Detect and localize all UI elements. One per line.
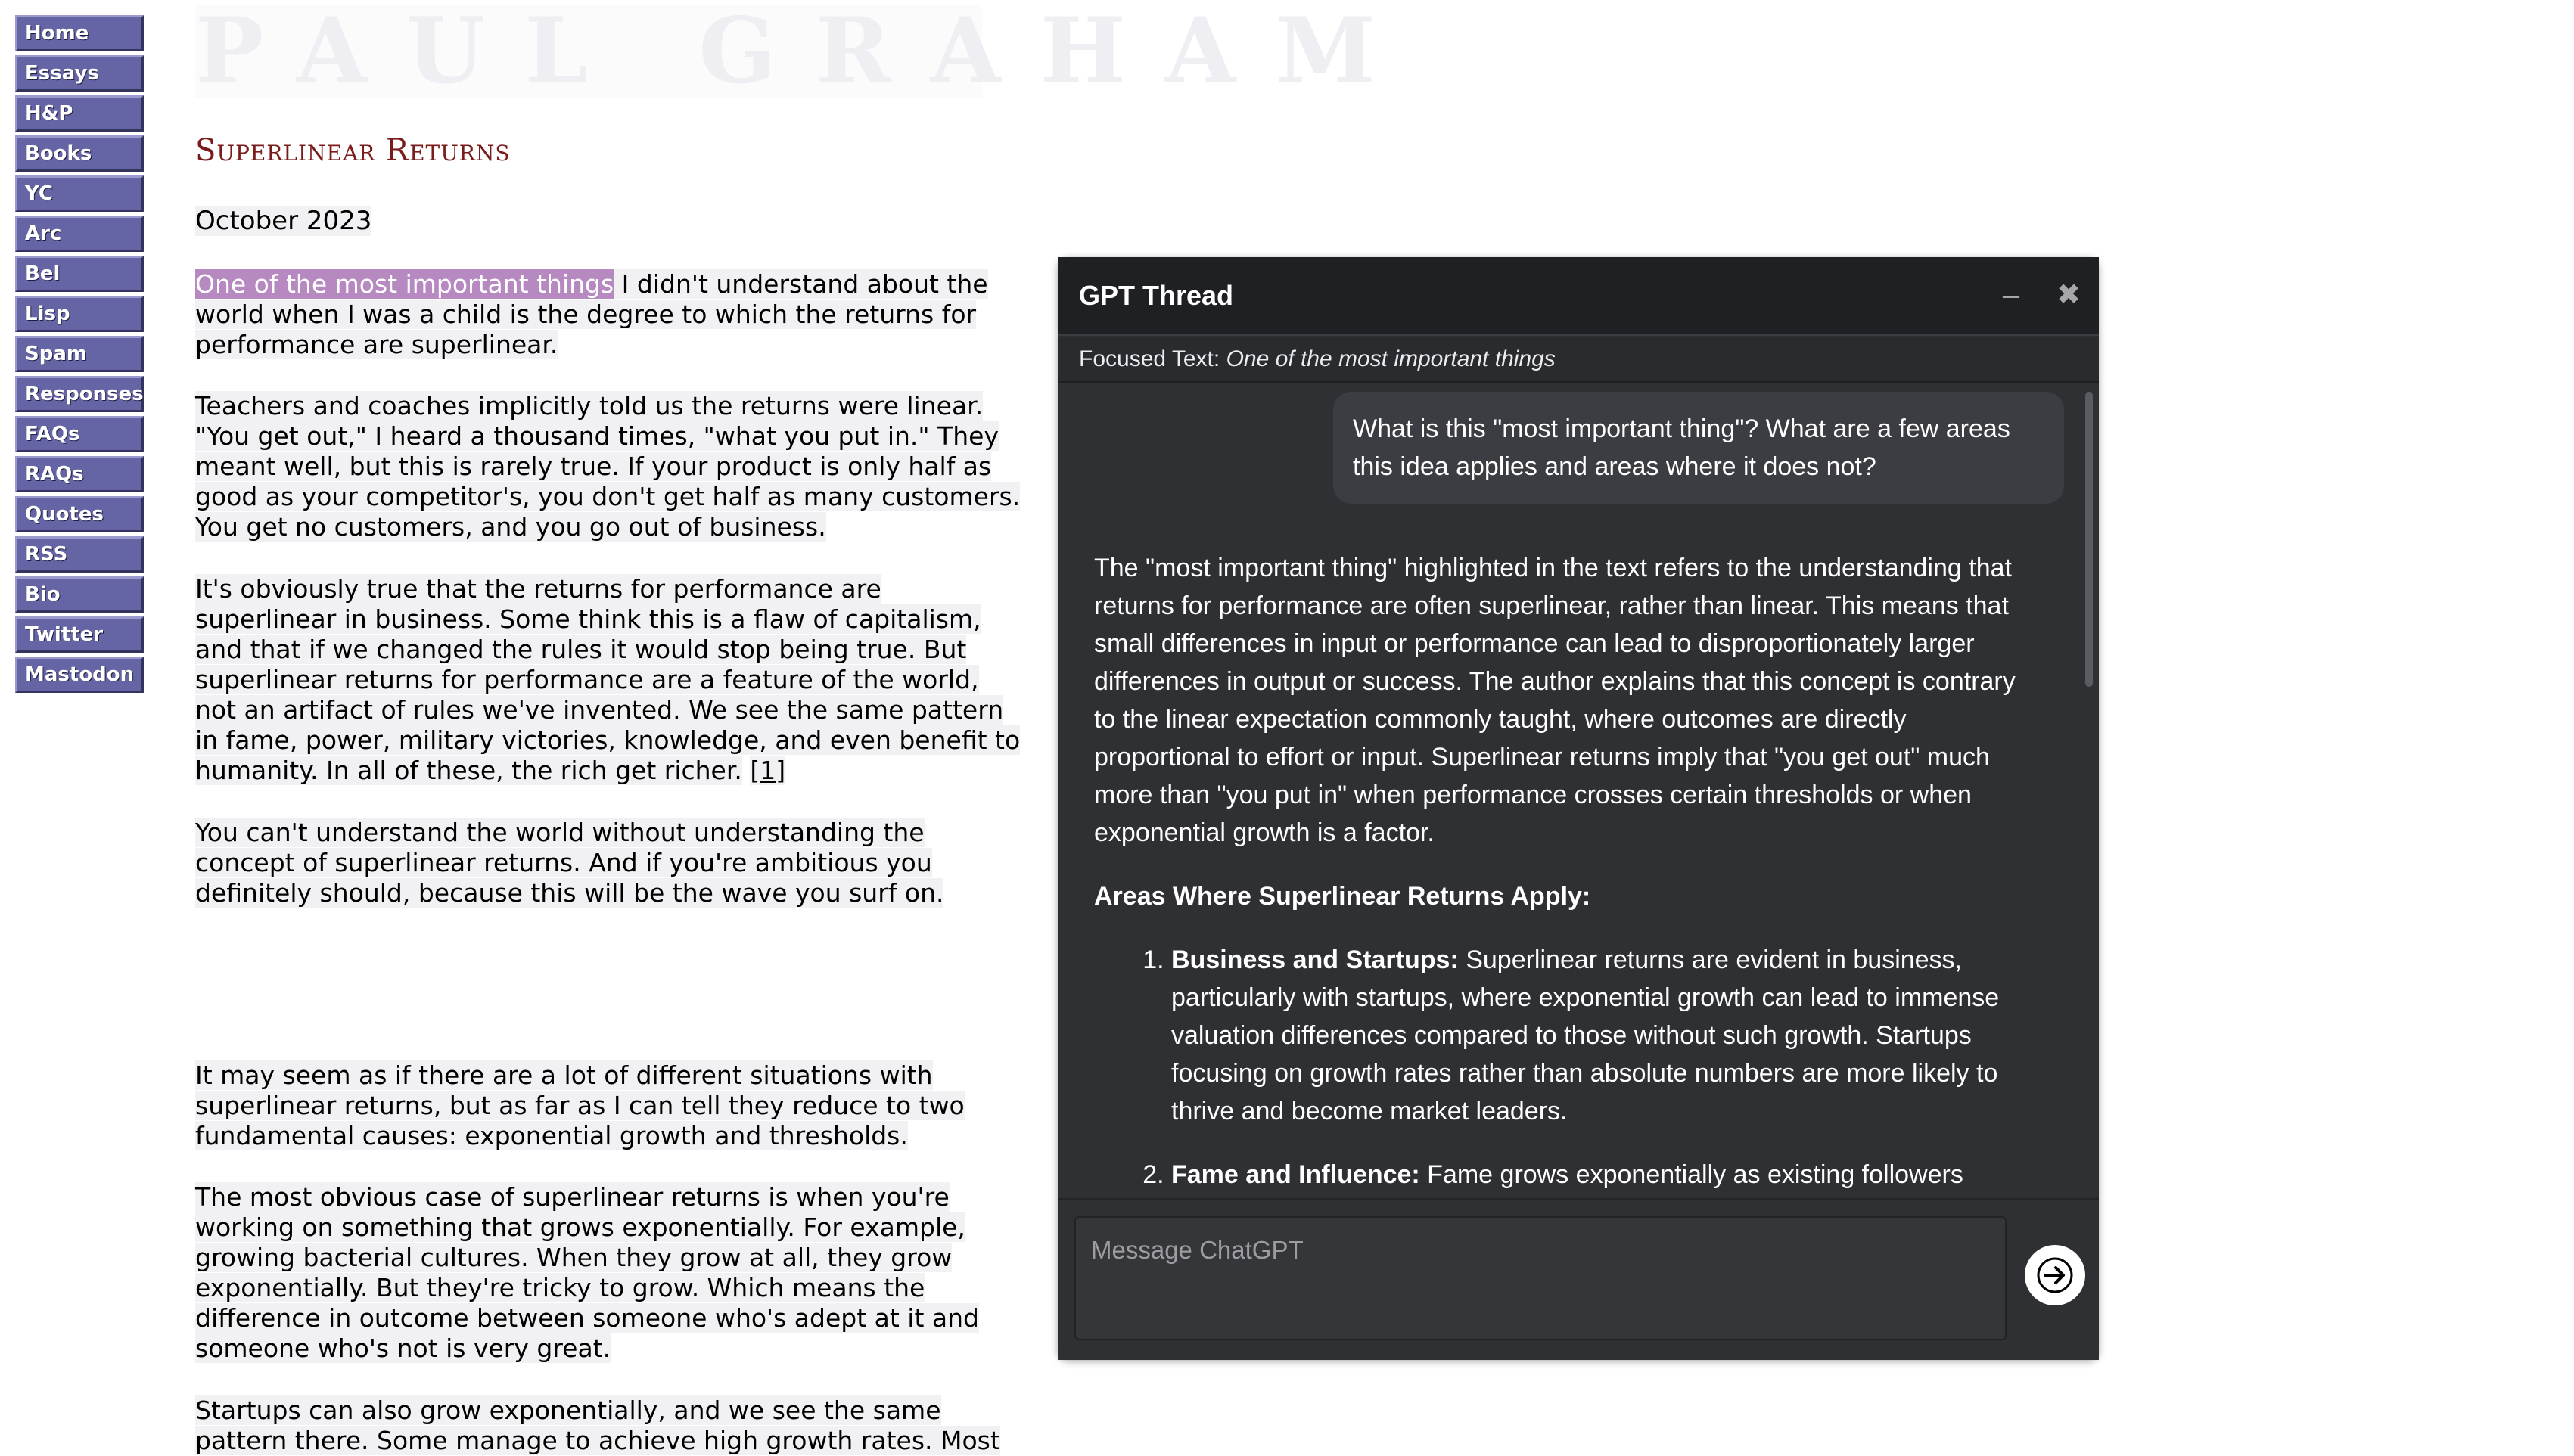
arrow-right-icon (2035, 1256, 2075, 1295)
list-item (1171, 1156, 2040, 1194)
nav-item-arc[interactable]: Arc (15, 216, 144, 252)
message-thread[interactable] (1058, 384, 2099, 1227)
nav-item-twitter[interactable]: Twitter (15, 616, 144, 653)
focused-text-bar (1058, 337, 2099, 383)
essay-date (195, 206, 371, 236)
nav-item-bio[interactable]: Bio (15, 576, 144, 613)
nav-item-hp[interactable]: H&P (15, 95, 144, 132)
minimize-button[interactable]: – (2002, 278, 2020, 312)
paragraph-text: I didn't understand about the world when I was a child is the degree to which the returns for performance are superlinear. (195, 269, 988, 359)
site-nav (15, 15, 144, 697)
nav-item-rss[interactable]: RSS (15, 536, 144, 573)
nav-item-bel[interactable]: Bel (15, 256, 144, 292)
focused-text-label: Focused Text: (1079, 346, 1220, 371)
nav-item-quotes[interactable]: Quotes (15, 496, 144, 532)
nav-item-mastodon[interactable]: Mastodon (15, 657, 144, 693)
nav-item-faqs[interactable]: FAQs (15, 416, 144, 452)
essay-paragraph (195, 269, 1027, 360)
close-button[interactable]: ✖ (2056, 279, 2081, 311)
areas-list (1094, 941, 2040, 1194)
essay-date-text: October 2023 (195, 206, 372, 236)
panel-header[interactable] (1058, 257, 2099, 336)
nav-item-responses[interactable]: Responses (15, 376, 144, 412)
nav-item-home[interactable]: Home (15, 15, 144, 51)
site-masthead: PAUL GRAHAM (195, 0, 1416, 104)
nav-item-books[interactable]: Books (15, 135, 144, 172)
footnote-link[interactable]: [1] (750, 756, 786, 785)
list-item-title: Business and Startups: (1171, 945, 1459, 974)
scrollbar-thumb[interactable] (2085, 392, 2093, 687)
essay-title: Superlinear Returns (195, 133, 511, 168)
message-input[interactable] (1074, 1216, 2007, 1340)
nav-item-raqs[interactable]: RAQs (15, 456, 144, 492)
list-item (1171, 941, 2040, 1130)
list-item-title: Fame and Influence: (1171, 1160, 1420, 1189)
essay-paragraph (195, 1395, 1027, 1456)
message-composer (1058, 1198, 2099, 1360)
list-item-text: Superlinear returns are evident in business, particularly with startups, where exponential growth can lead to immense valuation differences compared to those without such growth. Startups focusing on growth rates rather than absolute numbers are more likely to thrive and become market leaders. (1171, 945, 2000, 1125)
send-button[interactable] (2025, 1245, 2085, 1305)
list-item-text: Fame grows exponentially as existing followers (1419, 1160, 1963, 1189)
paragraph-text: Teachers and coaches implicitly told us the returns were linear. "You get out," I heard a thousand times, "what you put in." They meant well, but this is rarely true. If your product is only half as good as your competitor's, you don't get half as many customers. You get no customers, and you go out of business. (195, 391, 1021, 542)
nav-item-essays[interactable]: Essays (15, 55, 144, 92)
gpt-thread-panel (1058, 257, 2099, 1360)
essay-paragraph (195, 391, 1027, 542)
assistant-message (1094, 549, 2040, 1219)
focused-text-highlight[interactable]: One of the most important things (195, 269, 614, 299)
paragraph-text: The most obvious case of superlinear returns is when you're working on something that grows exponentially. For example, growing bacterial cultures. When they grow at all, they grow exponentially. But they're tricky to grow. Which means the difference in outcome between someone who's adept at it and someone who's not is very great. (195, 1182, 979, 1363)
nav-item-spam[interactable]: Spam (15, 336, 144, 372)
essay-paragraph (195, 1182, 1027, 1364)
essay-paragraph (195, 1060, 1027, 1151)
paragraph-text: You can't understand the world without understanding the concept of superlinear returns. And if you're ambitious you definitely should, because this will be the wave you surf on. (195, 818, 944, 908)
nav-item-yc[interactable]: YC (15, 175, 144, 212)
areas-heading: Areas Where Superlinear Returns Apply: (1094, 882, 1591, 911)
paragraph-text: It's obviously true that the returns for performance are superlinear in business. Some think this is a flaw of capitalism, and that if we changed the rules it would stop being true. But superlinear returns for performance are a feature of the world, not an artifact of rules we've invented. We see the same pattern in fame, power, military victories, knowledge, and even benefit to humanity. In all of these, the rich get richer. (195, 574, 1021, 785)
assistant-intro: The "most important thing" highlighted in the text refers to the understanding that returns for performance are often superlinear, rather than linear. This means that small differences in input or performance can lead to disproportionately larger differences in output or success. The author explains that this concept is contrary to the linear expectation commonly taught, where outcomes are directly proportional to effort or input. Superlinear returns imply that "you get out" much more than "you put in" when performance crosses certain thresholds or when exponential growth is a factor. (1094, 554, 2016, 847)
panel-title: GPT Thread (1079, 280, 1234, 311)
essay-paragraph (195, 574, 1027, 786)
paragraph-text: Startups can also grow exponentially, and we see the same pattern there. Some manage to achieve high growth rates. Most (195, 1395, 1000, 1455)
paragraph-text: It may seem as if there are a lot of different situations with superlinear returns, but as far as I can tell they reduce to two fundamental causes: exponential growth and thresholds. (195, 1060, 965, 1150)
focused-text-value: One of the most important things (1226, 346, 1556, 371)
user-message: What is this "most important thing"? What are a few areas this idea applies and areas where it does not? (1333, 392, 2064, 504)
thread-scrollbar[interactable] (2084, 384, 2094, 1227)
nav-item-lisp[interactable]: Lisp (15, 296, 144, 332)
essay-paragraph (195, 818, 1027, 908)
